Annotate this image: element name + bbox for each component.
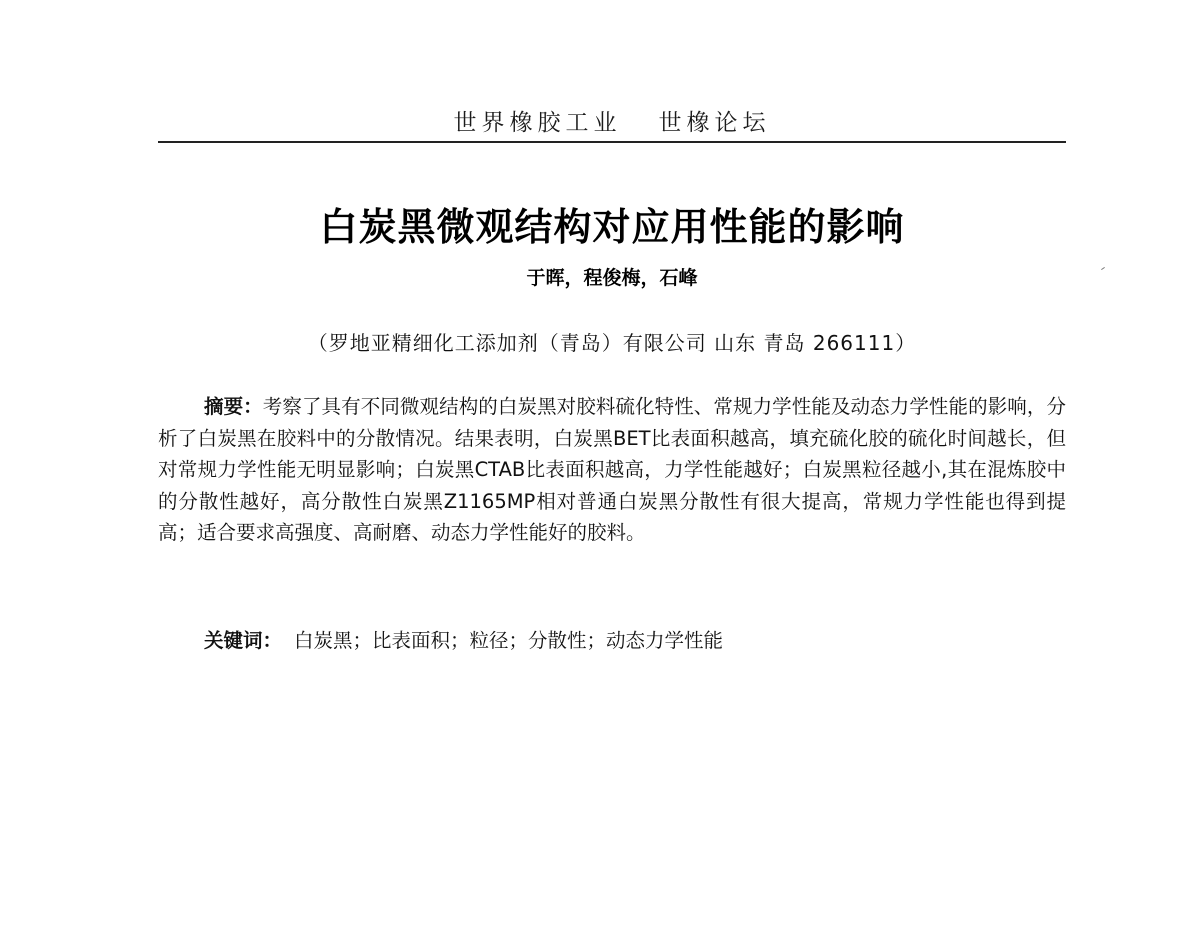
header-rule [158,141,1066,143]
keywords-label: 关键词： [204,629,283,652]
article-affiliation: （罗地亚精细化工添加剂（青岛）有限公司 山东 青岛 266111） [307,331,917,355]
abstract-label: 摘要： [204,395,263,418]
abstract-paragraph [158,391,1066,549]
article-title: 白炭黑微观结构对应用性能的影响 [319,204,905,249]
keywords-text: 白炭黑；比表面积；粒径；分散性；动态力学性能 [294,629,724,652]
running-header: 世界橡胶工业 世橡论坛 [453,110,771,136]
abstract-text: 考察了具有不同微观结构的白炭黑对胶料硫化特性、常规力学性能及动态力学性能的影响，分析了白炭黑在胶料中的分散情况。结果表明，白炭黑BET比表面积越高，填充硫化胶的硫化时间越长，但对常规力学性能无明显影响；白炭黑CTAB比表面积越高，力学性能越好；白炭黑粒径越小,其在混炼胶中的分散性越好，高分散性白炭黑Z1165MP相对普通白炭黑分散性有很大提高，常规力学性能也得到提高；适合要求高强度、高耐磨、动态力学性能好的胶料。 [158,395,1066,544]
article-authors: 于晖，程俊梅，石峰 [526,267,698,289]
scan-speck [1101,267,1105,270]
keywords-line [204,625,1066,653]
